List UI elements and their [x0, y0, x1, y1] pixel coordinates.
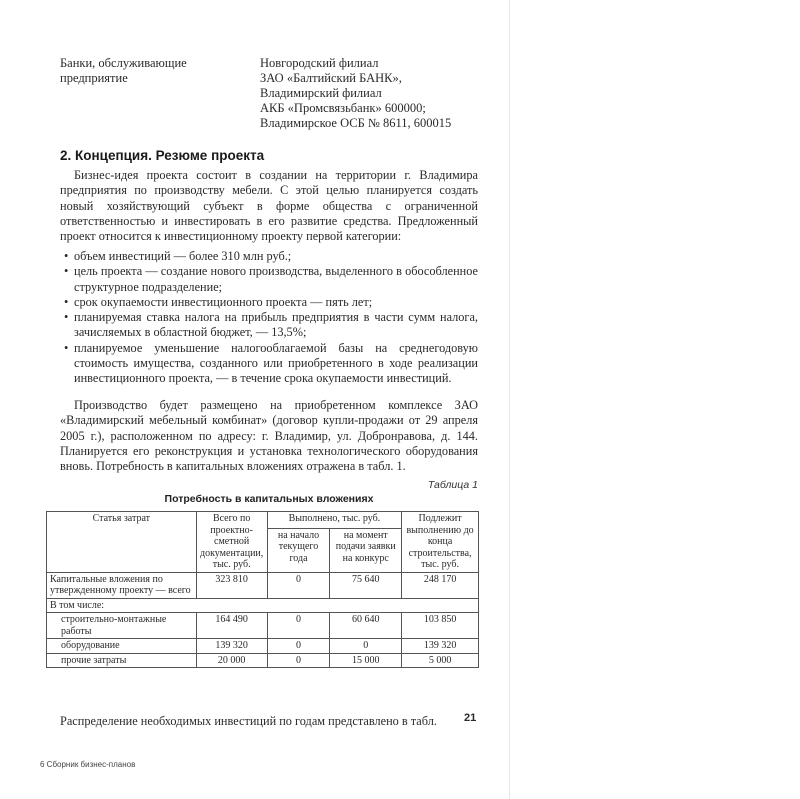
cell-total: 20 000	[196, 653, 267, 668]
page-number: 21	[464, 712, 477, 724]
cell-item: прочие затраты	[47, 653, 197, 668]
list-item: • планируемое уменьшение налогооблагаемой базы на среднегодовую стоимость имущества, созданного или приобретенного в ходе реализации инвестиционного проекта, — в течение срока окупаемости инвестиций.	[64, 340, 478, 386]
banks-value-line: Новгородский филиал	[260, 56, 379, 70]
banks-label-line: Банки, обслуживающие	[60, 56, 187, 70]
bullet-text: срок окупаемости инвестиционного проекта — пять лет;	[74, 294, 373, 309]
cell-remaining: 103 850	[402, 613, 479, 639]
bullet-text: цель проекта — создание нового производства, выделенного в обособленное структурное подразделение;	[74, 264, 478, 294]
header-remaining: Подлежит выполнению до конца строительства, тыс. руб.	[402, 512, 479, 573]
header-done: Выполнено, тыс. руб.	[267, 512, 401, 529]
cell-remaining: 248 170	[402, 572, 479, 598]
banks-value	[260, 56, 560, 131]
bullet-text: планируемая ставка налога на прибыль предприятия в части сумм налога, зачисляемых в областной бюджет, — 13,5%;	[74, 310, 478, 340]
production-paragraph	[60, 398, 478, 474]
table-row	[47, 572, 479, 598]
bullet-text: планируемое уменьшение налогооблагаемой базы на среднегодовую стоимость имущества, созданного или приобретенного в ходе реализации инвестиционного проекта, — в течение срока окупаемости инвестиций.	[74, 340, 478, 386]
banks-label-line: предприятие	[60, 71, 128, 85]
cell-moment: 75 640	[330, 572, 402, 598]
banks-value-line: ЗАО «Балтийский БАНК»,	[260, 71, 402, 85]
cell-start: 0	[267, 613, 330, 639]
list-item: • планируемая ставка налога на прибыль предприятия в части сумм налога, зачисляемых в областной бюджет, — 13,5%;	[64, 310, 478, 340]
list-item: • цель проекта — создание нового производства, выделенного в обособленное структурное подразделение;	[64, 264, 478, 294]
banks-value-line: Владимирское ОСБ № 8611, 600015	[260, 116, 452, 130]
cell-item: оборудование	[47, 639, 197, 654]
cell-start: 0	[267, 572, 330, 598]
banks-value-line: АКБ «Промсвязьбанк» 600000;	[260, 101, 426, 115]
intro-text: Бизнес-идея проекта состоит в создании на территории г. Владимира предприятия по производству мебели. С этой целью планируется создать новый хозяйствующий субъект в форме общества с ограниченной ответственностью и инвестировать в его развитие средства. Предложенный проект относится к инвестиционному проекту первой категории:	[60, 168, 478, 244]
list-item: • срок окупаемости инвестиционного проекта — пять лет;	[64, 294, 373, 309]
list-item: • объем инвестиций — более 310 млн руб.;	[64, 249, 292, 263]
table-subheader: В том числе:	[47, 598, 479, 613]
cell-total: 164 490	[196, 613, 267, 639]
production-text: Производство будет размещено на приобретенном комплексе ЗАО «Владимирский мебельный комбинат» (договор купли-продажи от 29 апреля 2005 г.), расположенном по адресу: г. Владимир, ул. Добронравова, д. 144. Планируется его реконструкция и установка технологического оборудования вновь. Потребность в капитальных вложениях отражена в табл. 1.	[60, 398, 478, 474]
bullet-text: объем инвестиций — более 310 млн руб.;	[74, 249, 292, 263]
cell-remaining: 5 000	[402, 653, 479, 668]
bullet-list	[60, 249, 478, 387]
table-row	[47, 613, 479, 639]
book-footer: 6 Сборник бизнес-планов	[40, 760, 136, 769]
section-title: 2. Концепция. Резюме проекта	[60, 148, 265, 163]
cell-total: 139 320	[196, 639, 267, 654]
header-total: Всего по проектно-сметной документации, тыс. руб.	[196, 512, 267, 573]
cell-item: строительно-монтажные работы	[47, 613, 197, 639]
table-row	[47, 639, 479, 654]
table-subheader-row	[47, 598, 479, 613]
cell-item: Капитальные вложения по утвержденному проекту — всего	[47, 572, 197, 598]
cell-moment: 0	[330, 639, 402, 654]
header-item: Статья затрат	[47, 512, 197, 573]
table-title: Потребность в капитальных вложениях	[164, 493, 374, 505]
banks-value-line: Владимирский филиал	[260, 86, 382, 100]
capital-table	[46, 511, 479, 668]
banks-label	[60, 56, 240, 86]
intro-paragraph	[60, 168, 478, 244]
cell-start: 0	[267, 653, 330, 668]
header-done-moment: на момент подачи заявки на конкурс	[330, 528, 402, 572]
cell-start: 0	[267, 639, 330, 654]
cell-moment: 60 640	[330, 613, 402, 639]
cell-remaining: 139 320	[402, 639, 479, 654]
table-caption: Таблица 1	[427, 479, 478, 491]
table-row	[47, 653, 479, 668]
cell-total: 323 810	[196, 572, 267, 598]
closing-text: Распределение необходимых инвестиций по годам представлено в табл.	[60, 714, 437, 728]
cell-moment: 15 000	[330, 653, 402, 668]
header-done-start: на начало текущего года	[267, 528, 330, 572]
